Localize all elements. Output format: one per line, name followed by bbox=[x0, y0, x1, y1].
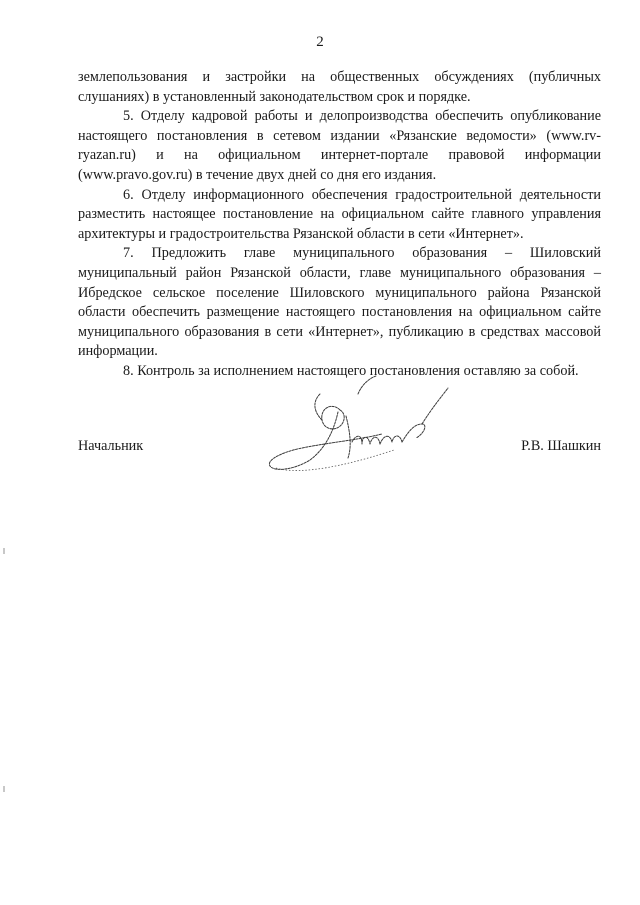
scan-edge-mark bbox=[3, 786, 5, 792]
signatory-name: Р.В. Шашкин bbox=[521, 438, 601, 454]
paragraph-item-8: 8. Контроль за исполнением настоящего постановления оставляю за собой. bbox=[123, 362, 579, 379]
paragraph-item-7: 7. Предложить главе муниципального образования – Шиловский муниципальный район Рязанской области, главе муниципального образования – Ибредское сельское поселение Шиловского муниципального района Рязанской области обеспечить размещение настоящего постановления на официальном сайте муниципального образования в сети «Интернет», публикацию в средствах массовой информации. bbox=[78, 245, 601, 360]
document-body bbox=[78, 68, 601, 382]
handwritten-signature bbox=[262, 372, 472, 492]
paragraph-item-6: 6. Отделу информационного обеспечения градостроительной деятельности разместить настоящее постановление на официальном сайте главного управления архитектуры и градостроительства Рязанской области в сети «Интернет». bbox=[78, 186, 601, 242]
scan-edge-mark bbox=[3, 548, 5, 554]
page-number: 2 bbox=[316, 34, 324, 50]
paragraph-item-5: 5. Отделу кадровой работы и делопроизводства обеспечить опубликование настоящего постановления в сетевом издании «Рязанские ведомости» (www.rv-ryazan.ru) и на официальном интернет-портале правовой информации (www.pravo.gov.ru) в течение двух дней со дня его издания. bbox=[78, 108, 601, 183]
signatory-position: Начальник bbox=[78, 438, 144, 454]
paragraph-continuation: землепользования и застройки на общественных обсуждениях (публичных слушаниях) в установленный законодательством срок и порядке. bbox=[78, 69, 601, 105]
